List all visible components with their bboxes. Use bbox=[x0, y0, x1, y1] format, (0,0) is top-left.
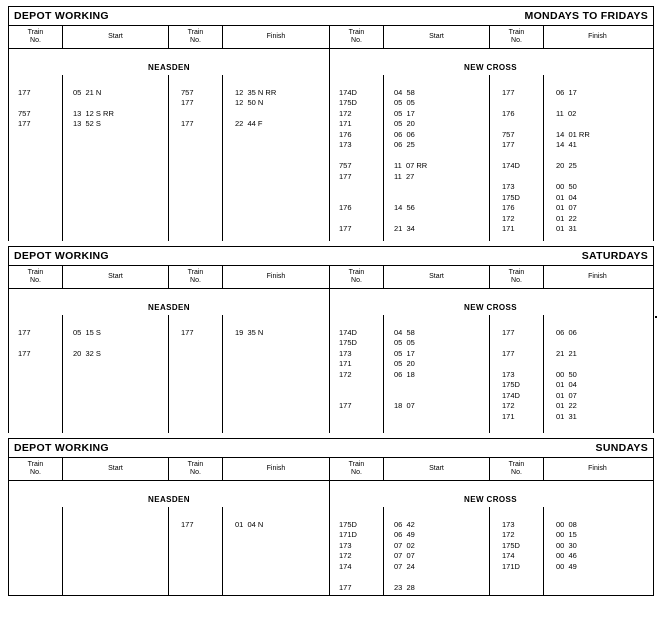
cell: 05 17 bbox=[394, 108, 415, 118]
depot-name-band bbox=[9, 481, 653, 507]
cell: 174D bbox=[502, 390, 520, 400]
cell: 177 bbox=[181, 327, 194, 337]
cell: 06 25 bbox=[394, 140, 415, 149]
header-train-line1: Train bbox=[187, 268, 204, 276]
header-train-line2: No. bbox=[351, 277, 362, 284]
cell bbox=[63, 530, 168, 541]
section-period: SUNDAYS bbox=[595, 442, 648, 454]
cell: 01 04 bbox=[556, 192, 577, 202]
cell bbox=[544, 317, 651, 328]
column-train-no-right bbox=[330, 75, 384, 241]
section-title: DEPOT WORKING bbox=[14, 10, 109, 22]
cell bbox=[490, 338, 543, 349]
header-train-no-right bbox=[330, 26, 384, 48]
cell: 177 bbox=[339, 171, 352, 181]
cell: 171 bbox=[339, 359, 352, 368]
cell bbox=[384, 509, 489, 520]
cell bbox=[490, 509, 543, 520]
section-title: DEPOT WORKING bbox=[14, 250, 109, 262]
cell bbox=[490, 119, 543, 130]
column-train-no-right-2 bbox=[490, 75, 544, 241]
cell bbox=[544, 509, 651, 520]
cell: 06 06 bbox=[556, 327, 577, 337]
depot-name-band bbox=[9, 289, 653, 315]
section-sundays bbox=[8, 438, 654, 596]
cell bbox=[544, 119, 651, 130]
cell bbox=[330, 391, 383, 402]
header-train-no-right bbox=[330, 458, 384, 480]
cell: 757 bbox=[502, 129, 515, 139]
cell: 171 bbox=[502, 411, 515, 421]
cell bbox=[490, 77, 543, 88]
cell bbox=[9, 317, 62, 328]
cell: 757 bbox=[181, 87, 194, 97]
cell bbox=[544, 583, 651, 594]
header-train-line2: No. bbox=[190, 277, 201, 284]
column-finish-left bbox=[223, 315, 330, 433]
cell bbox=[223, 317, 329, 328]
cell: 05 17 bbox=[394, 348, 415, 358]
cell bbox=[9, 509, 62, 520]
section-body bbox=[9, 75, 653, 241]
cell: 172 bbox=[339, 108, 352, 118]
header-train-line2: No. bbox=[30, 37, 41, 44]
cell: 05 05 bbox=[394, 338, 415, 347]
header-train-no-left bbox=[9, 458, 63, 480]
cell bbox=[384, 182, 489, 193]
cell: 757 bbox=[339, 161, 352, 170]
cell bbox=[169, 338, 222, 349]
cell: 176 bbox=[502, 108, 515, 118]
cell: 22 44 F bbox=[235, 119, 263, 128]
header-start-left: Start bbox=[63, 26, 169, 48]
cell: 173 bbox=[502, 369, 515, 379]
column-train-no-left-2 bbox=[169, 75, 223, 241]
cell: 07 24 bbox=[394, 561, 415, 571]
cell: 176 bbox=[339, 129, 352, 139]
cell: 13 12 S RR bbox=[73, 108, 114, 118]
depot-name-right: NEW CROSS bbox=[464, 63, 517, 72]
section-saturdays bbox=[8, 246, 654, 433]
depot-name-left: NEASDEN bbox=[9, 49, 330, 75]
cell: 173 bbox=[502, 519, 515, 529]
header-train-line2: No. bbox=[511, 37, 522, 44]
cell: 21 21 bbox=[556, 348, 577, 358]
header-start-right: Start bbox=[384, 26, 490, 48]
cell: 172 bbox=[502, 401, 515, 410]
header-start-right: Start bbox=[384, 458, 490, 480]
header-train-line2: No. bbox=[351, 37, 362, 44]
cell: 05 15 S bbox=[73, 327, 101, 337]
header-train-line2: No. bbox=[190, 469, 201, 476]
cell: 175D bbox=[339, 519, 357, 529]
cell: 177 bbox=[181, 519, 194, 529]
section-mondays-to-fridays bbox=[8, 6, 654, 241]
cell bbox=[330, 317, 383, 328]
header-train-line2: No. bbox=[190, 37, 201, 44]
cell: 177 bbox=[339, 401, 352, 410]
cell bbox=[490, 98, 543, 109]
cell bbox=[544, 98, 651, 109]
cell: 06 42 bbox=[394, 519, 415, 529]
cell: 01 07 bbox=[556, 203, 577, 212]
cell: 00 50 bbox=[556, 369, 577, 379]
cell: 12 50 N bbox=[235, 98, 264, 107]
column-header-row bbox=[9, 266, 653, 289]
cell: 177 bbox=[502, 140, 515, 149]
cell: 14 41 bbox=[556, 140, 577, 149]
cell: 00 46 bbox=[556, 551, 577, 560]
cell: 177 bbox=[339, 224, 352, 233]
header-train-line2: No. bbox=[511, 469, 522, 476]
cell: 04 58 bbox=[394, 87, 415, 97]
header-train-no-right bbox=[330, 266, 384, 288]
cell: 172 bbox=[339, 551, 352, 560]
cell bbox=[490, 359, 543, 370]
cell: 171D bbox=[502, 561, 520, 571]
cell: 171D bbox=[339, 530, 357, 539]
cell: 177 bbox=[18, 327, 31, 337]
section-title: DEPOT WORKING bbox=[14, 442, 109, 454]
header-train-line1: Train bbox=[187, 28, 204, 36]
cell bbox=[384, 317, 489, 328]
cell: 11 02 bbox=[556, 108, 577, 118]
column-train-no-right bbox=[330, 507, 384, 595]
cell: 23 28 bbox=[394, 582, 415, 592]
cell bbox=[9, 77, 62, 88]
cell bbox=[330, 214, 383, 225]
cell bbox=[63, 338, 168, 349]
cell: 174 bbox=[502, 551, 515, 560]
cell bbox=[384, 193, 489, 204]
cell bbox=[9, 520, 62, 531]
depot-working-sheet bbox=[8, 6, 654, 596]
cell bbox=[223, 77, 329, 88]
cell bbox=[490, 317, 543, 328]
header-train-no-left-2 bbox=[169, 26, 223, 48]
header-train-line1: Train bbox=[348, 268, 365, 276]
depot-name-right: NEW CROSS bbox=[464, 303, 517, 312]
cell bbox=[223, 509, 329, 520]
cell bbox=[223, 338, 329, 349]
cell bbox=[544, 359, 651, 370]
cell bbox=[330, 77, 383, 88]
column-train-no-left bbox=[9, 315, 63, 433]
header-train-no-left bbox=[9, 26, 63, 48]
cell: 177 bbox=[181, 119, 194, 128]
cell bbox=[223, 109, 329, 120]
cell: 177 bbox=[18, 119, 31, 128]
cell bbox=[223, 349, 329, 360]
header-train-line1: Train bbox=[187, 460, 204, 468]
header-train-no-right-2 bbox=[490, 266, 544, 288]
cell: 175D bbox=[502, 192, 520, 202]
cell: 14 01 RR bbox=[556, 129, 590, 139]
cell bbox=[384, 77, 489, 88]
cell: 175D bbox=[502, 380, 520, 389]
section-body bbox=[9, 315, 653, 433]
header-train-line1: Train bbox=[508, 460, 525, 468]
cell: 171 bbox=[502, 224, 515, 233]
cell: 00 30 bbox=[556, 540, 577, 550]
cell: 173 bbox=[339, 348, 352, 358]
cell bbox=[63, 317, 168, 328]
cell bbox=[544, 172, 651, 183]
header-finish-left: Finish bbox=[223, 458, 330, 480]
cell: 177 bbox=[18, 348, 31, 358]
cell: 05 05 bbox=[394, 98, 415, 107]
cell: 21 34 bbox=[394, 224, 415, 233]
cell: 173 bbox=[339, 140, 352, 149]
cell: 177 bbox=[502, 87, 515, 97]
column-finish-left bbox=[223, 75, 330, 241]
header-train-line2: No. bbox=[30, 469, 41, 476]
section-period: MONDAYS TO FRIDAYS bbox=[524, 10, 648, 22]
header-train-no-left-2 bbox=[169, 266, 223, 288]
cell bbox=[330, 509, 383, 520]
header-train-line1: Train bbox=[348, 460, 365, 468]
header-train-line1: Train bbox=[27, 460, 44, 468]
cell: 12 35 N RR bbox=[235, 87, 277, 97]
cell: 171 bbox=[339, 119, 352, 128]
cell bbox=[544, 151, 651, 162]
column-start-right bbox=[384, 315, 490, 433]
cell bbox=[223, 530, 329, 541]
cell bbox=[384, 214, 489, 225]
depot-name-left: NEASDEN bbox=[9, 481, 330, 507]
cell: 174D bbox=[339, 87, 357, 97]
cell: 01 07 bbox=[556, 390, 577, 400]
cell bbox=[169, 509, 222, 520]
header-finish-right: Finish bbox=[588, 464, 607, 472]
cell bbox=[490, 151, 543, 162]
cell bbox=[169, 349, 222, 360]
cell: 05 20 bbox=[394, 359, 415, 368]
cell: 00 08 bbox=[556, 519, 577, 529]
column-finish-left bbox=[223, 507, 330, 595]
cell: 172 bbox=[502, 530, 515, 539]
header-train-no-right-2 bbox=[490, 26, 544, 48]
header-start-left: Start bbox=[63, 458, 169, 480]
cell: 174D bbox=[339, 327, 357, 337]
column-start-left bbox=[63, 315, 169, 433]
cell bbox=[330, 380, 383, 391]
cell: 177 bbox=[18, 87, 31, 97]
cell bbox=[9, 338, 62, 349]
cell: 176 bbox=[502, 203, 515, 212]
cell bbox=[9, 530, 62, 541]
cell bbox=[490, 572, 543, 583]
column-train-no-right-2 bbox=[490, 315, 544, 433]
cell bbox=[544, 338, 651, 349]
section-period: SATURDAYS bbox=[581, 250, 648, 262]
cell: 05 21 N bbox=[73, 87, 102, 97]
section-body bbox=[9, 507, 653, 595]
cell bbox=[63, 98, 168, 109]
section-title-bar bbox=[9, 7, 653, 26]
cell: 01 31 bbox=[556, 411, 577, 421]
cell: 06 49 bbox=[394, 530, 415, 539]
column-start-right bbox=[384, 507, 490, 595]
cell bbox=[63, 509, 168, 520]
header-train-line1: Train bbox=[27, 268, 44, 276]
cell: 20 25 bbox=[556, 161, 577, 170]
cell: 757 bbox=[18, 108, 31, 118]
cell: 19 35 N bbox=[235, 327, 264, 337]
section-title-bar bbox=[9, 439, 653, 458]
cell: 174D bbox=[502, 161, 520, 170]
header-start-right: Start bbox=[384, 266, 490, 288]
cell: 175D bbox=[339, 338, 357, 347]
cell: 174 bbox=[339, 561, 352, 571]
cell bbox=[490, 583, 543, 594]
cell: 177 bbox=[502, 327, 515, 337]
header-start-left: Start bbox=[63, 266, 169, 288]
column-train-no-right-2 bbox=[490, 507, 544, 595]
cell: 177 bbox=[339, 582, 352, 592]
depot-name-right: NEW CROSS bbox=[464, 495, 517, 504]
cell bbox=[330, 182, 383, 193]
cell: 01 04 bbox=[556, 380, 577, 389]
cell: 04 58 bbox=[394, 327, 415, 337]
cell: 06 06 bbox=[394, 129, 415, 139]
cell: 173 bbox=[339, 540, 352, 550]
column-header-row bbox=[9, 26, 653, 49]
cell bbox=[169, 77, 222, 88]
header-train-line1: Train bbox=[27, 28, 44, 36]
cell: 00 50 bbox=[556, 182, 577, 191]
column-train-no-left-2 bbox=[169, 315, 223, 433]
cell: 06 18 bbox=[394, 369, 415, 379]
cell bbox=[330, 151, 383, 162]
cell bbox=[63, 77, 168, 88]
column-header-row bbox=[9, 458, 653, 481]
column-start-left bbox=[63, 507, 169, 595]
column-finish-right bbox=[544, 75, 651, 241]
cell: 172 bbox=[502, 213, 515, 223]
cell: 13 52 S bbox=[73, 119, 101, 128]
header-train-no-left-2 bbox=[169, 458, 223, 480]
cell bbox=[169, 530, 222, 541]
cell: 05 20 bbox=[394, 119, 415, 128]
header-train-line1: Train bbox=[508, 28, 525, 36]
cell: 01 22 bbox=[556, 213, 577, 223]
cell bbox=[544, 572, 651, 583]
header-train-no-left bbox=[9, 266, 63, 288]
cell: 175D bbox=[339, 98, 357, 107]
cell bbox=[9, 98, 62, 109]
depot-name-left: NEASDEN bbox=[9, 289, 330, 315]
cell: 177 bbox=[502, 348, 515, 358]
cell: 11 07 RR bbox=[394, 161, 428, 170]
column-train-no-right bbox=[330, 315, 384, 433]
cell bbox=[384, 380, 489, 391]
column-finish-right bbox=[544, 315, 651, 433]
column-train-no-left bbox=[9, 507, 63, 595]
header-finish-left: Finish bbox=[223, 266, 330, 288]
cell: 172 bbox=[339, 369, 352, 379]
column-train-no-left-2 bbox=[169, 507, 223, 595]
cell bbox=[169, 317, 222, 328]
cell: 01 31 bbox=[556, 224, 577, 233]
header-train-line1: Train bbox=[508, 268, 525, 276]
cell: 20 32 S bbox=[73, 348, 101, 358]
cell bbox=[384, 391, 489, 402]
depot-name-band bbox=[9, 49, 653, 75]
cell bbox=[330, 572, 383, 583]
cell: 11 27 bbox=[394, 171, 415, 181]
column-start-right bbox=[384, 75, 490, 241]
cell: 07 02 bbox=[394, 540, 415, 550]
cell: 177 bbox=[181, 98, 194, 107]
cell: 00 49 bbox=[556, 561, 577, 571]
header-train-line2: No. bbox=[30, 277, 41, 284]
cell: 07 07 bbox=[394, 551, 415, 560]
header-finish-right: Finish bbox=[588, 272, 607, 280]
column-start-left bbox=[63, 75, 169, 241]
cell bbox=[63, 520, 168, 531]
cell bbox=[384, 151, 489, 162]
header-train-no-right-2 bbox=[490, 458, 544, 480]
cell: 173 bbox=[502, 182, 515, 191]
cell: 176 bbox=[339, 203, 352, 212]
cell: 06 17 bbox=[556, 87, 577, 97]
page-speck bbox=[655, 316, 657, 318]
cell: 00 15 bbox=[556, 530, 577, 539]
cell bbox=[490, 172, 543, 183]
header-train-line2: No. bbox=[351, 469, 362, 476]
header-finish-right: Finish bbox=[588, 32, 607, 40]
header-train-line2: No. bbox=[511, 277, 522, 284]
cell: 175D bbox=[502, 540, 520, 550]
cell bbox=[330, 193, 383, 204]
cell bbox=[544, 77, 651, 88]
section-title-bar bbox=[9, 247, 653, 266]
cell: 01 22 bbox=[556, 401, 577, 410]
cell: 14 56 bbox=[394, 203, 415, 212]
column-train-no-left bbox=[9, 75, 63, 241]
header-train-line1: Train bbox=[348, 28, 365, 36]
header-finish-left: Finish bbox=[223, 26, 330, 48]
cell: 01 04 N bbox=[235, 519, 264, 529]
cell bbox=[169, 109, 222, 120]
cell bbox=[384, 572, 489, 583]
cell: 18 07 bbox=[394, 401, 415, 410]
column-finish-right bbox=[544, 507, 651, 595]
